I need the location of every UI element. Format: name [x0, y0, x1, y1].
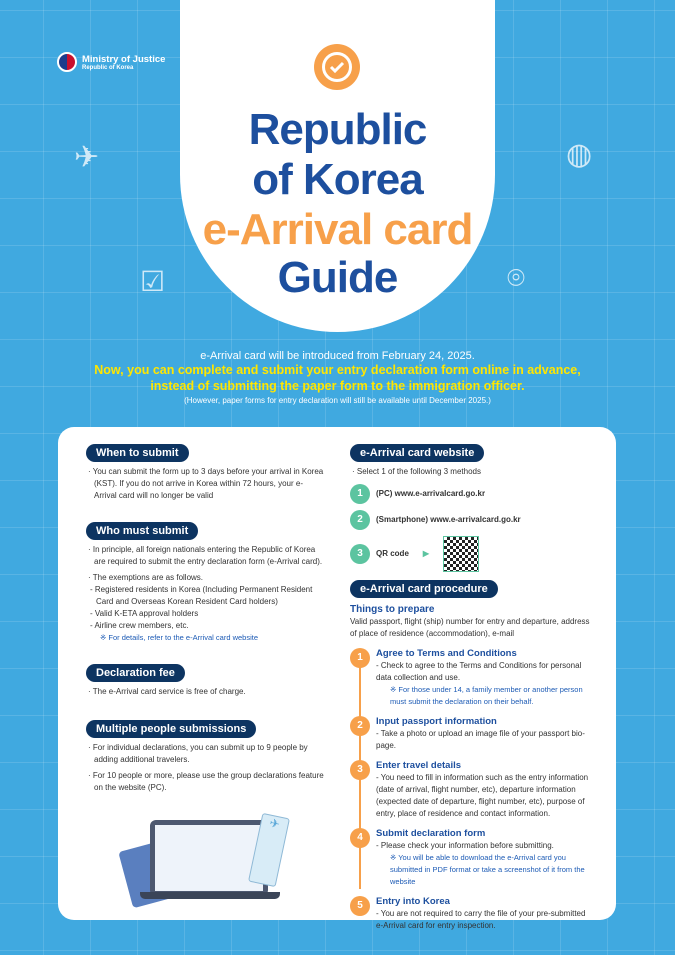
who-note: ※ For details, refer to the e-Arrival card website [100, 633, 259, 642]
taegeuk-emblem-icon [57, 52, 77, 72]
checkbox-icon: ☑ [140, 266, 166, 297]
step-title: Agree to Terms and Conditions [376, 648, 517, 659]
when-heading: When to submit [86, 444, 189, 462]
who-heading: Who must submit [86, 522, 198, 540]
exemption-3: - Airline crew members, etc. [90, 621, 189, 630]
globe-icon: ◍ [566, 138, 593, 171]
prep-text: Valid passport, flight (ship) number for entry and departure, address of place of residence (accommodation), e-mail [350, 617, 590, 638]
intro-highlight-2: instead of submitting the paper form to the immigration officer. [150, 379, 525, 393]
airplane-icon: ✈ [74, 141, 100, 174]
website-intro: · Select 1 of the following 3 methods [352, 467, 481, 476]
when-text-body: You can submit the form up to 3 days before your arrival in Korea (KST). If you do not arrive in Korea within 72 hours, your e-Arrival card will no longer be valid [92, 467, 324, 500]
fee-heading: Declaration fee [86, 664, 185, 682]
procedure-heading: e-Arrival card procedure [350, 580, 498, 598]
multi-p2: · For 10 people or more, please use the group declarations feature on the website (PC). [88, 771, 324, 792]
exemption-1: - Registered residents in Korea (Including Permanent Resident Card and Overseas Korean Resident Card holders) [90, 585, 313, 606]
laptop-base [140, 892, 280, 899]
step-text: - You need to fill in information such as the entry information (date of arrival, flight number, etc), departure information (expected date of departure, flight number, etc), purpose of entry, place of residence and contact information. [376, 773, 589, 818]
step-title: Enter travel details [376, 760, 462, 771]
check-circle-icon [314, 44, 360, 90]
step-badge: 5 [350, 896, 370, 916]
intro-highlight-1: Now, you can complete and submit your entry declaration form online in advance, [94, 363, 581, 377]
step-title: Entry into Korea [376, 896, 450, 907]
who-p2-text: The exemptions are as follows. [92, 573, 204, 582]
arrow-right-icon: ▶ [422, 549, 430, 558]
step-4 [350, 828, 590, 888]
multi-p1-text: For individual declarations, you can submit up to 9 people by adding additional travelers. [92, 743, 308, 764]
step-text: - You are not required to carry the file of your pre-submitted e-Arrival card for entry inspection. [376, 909, 586, 930]
website-heading: e-Arrival card website [350, 444, 484, 462]
method-badge: 2 [350, 510, 370, 530]
method-badge: 3 [350, 544, 370, 564]
multi-p1: · For individual declarations, you can submit up to 9 people by adding additional travelers. [88, 743, 308, 764]
title-line-1: Republic [248, 105, 427, 154]
logo-country: Republic of Korea [82, 64, 134, 71]
boarding-pass-icon: ✈ [248, 813, 290, 887]
fee-text: · The e-Arrival card service is free of charge. [88, 687, 246, 696]
step-2 [350, 716, 590, 752]
laptop-illustration [150, 820, 268, 896]
who-p2: · The exemptions are as follows. [88, 573, 204, 582]
when-text: · You can submit the form up to 3 days before your arrival in Korea (KST). If you do not arrive in Korea within 72 hours, your e-Arrival card will no longer be valid [88, 467, 324, 500]
right-column [350, 444, 590, 932]
step-text: - Check to agree to the Terms and Conditions for personal data collection and use. [376, 661, 582, 682]
method-1[interactable] [350, 484, 590, 504]
step-badge: 2 [350, 716, 370, 736]
step-text: - Please check your information before submitting. [376, 841, 554, 850]
exemption-2: - Valid K-ETA approval holders [90, 609, 199, 618]
exemption-3-text: Airline crew members, etc. [94, 621, 189, 630]
exemption-1-text: Registered residents in Korea (Including Permanent Resident Card and Overseas Korean Resident Card holders) [94, 585, 313, 606]
step-badge: 3 [350, 760, 370, 780]
step-badge: 1 [350, 648, 370, 668]
location-pin-icon: ⌾ [507, 262, 525, 295]
method-2[interactable] [350, 510, 590, 530]
method-label: QR code [376, 549, 409, 558]
step-title: Submit declaration form [376, 828, 486, 839]
website-screen [155, 825, 263, 891]
step-3 [350, 760, 590, 820]
step-5 [350, 896, 590, 932]
who-p1: · In principle, all foreign nationals entering the Republic of Korea are required to submit the entry declaration form (e-Arrival card). [88, 545, 323, 566]
multi-heading: Multiple people submissions [86, 720, 256, 738]
intro-note: (However, paper forms for entry declaration will still be available until December 2025.) [184, 396, 491, 405]
title-line-3: e-Arrival card [202, 205, 473, 254]
multi-p2-text: For 10 people or more, please use the group declarations feature on the website (PC). [92, 771, 324, 792]
step-1 [350, 648, 590, 708]
step-title: Input passport information [376, 716, 497, 727]
prep-title: Things to prepare [350, 604, 435, 615]
method-label[interactable]: (Smartphone) www.e-arrivalcard.go.kr [376, 515, 521, 524]
intro-date: e-Arrival card will be introduced from February 24, 2025. [200, 350, 475, 362]
title-line-2: of Korea [252, 155, 423, 204]
qr-code[interactable] [443, 536, 479, 572]
logo-org: Ministry of Justice [82, 53, 166, 65]
title-line-4: Guide [277, 253, 398, 302]
website-intro-text: Select 1 of the following 3 methods [356, 467, 481, 476]
method-badge: 1 [350, 484, 370, 504]
steps [350, 648, 590, 932]
step-text: - Take a photo or upload an image file of your passport bio-page. [376, 729, 585, 750]
fee-text-body: The e-Arrival card service is free of charge. [92, 687, 246, 696]
intro [0, 350, 675, 405]
left-column [86, 444, 324, 794]
method-3 [350, 536, 590, 572]
who-p1-text: In principle, all foreign nationals entering the Republic of Korea are required to submit the entry declaration form (e-Arrival card). [92, 545, 323, 566]
step-badge: 4 [350, 828, 370, 848]
method-label[interactable]: (PC) www.e-arrivalcard.go.kr [376, 489, 486, 498]
exemption-2-text: Valid K-ETA approval holders [94, 609, 199, 618]
step-note: ※ You will be able to download the e-Arrival card you submitted in PDF format or take a screenshot of it from the website [390, 853, 585, 886]
step-note: ※ For those under 14, a family member or another person must submit the declaration on their behalf. [390, 685, 583, 706]
ministry-logo [57, 52, 165, 72]
